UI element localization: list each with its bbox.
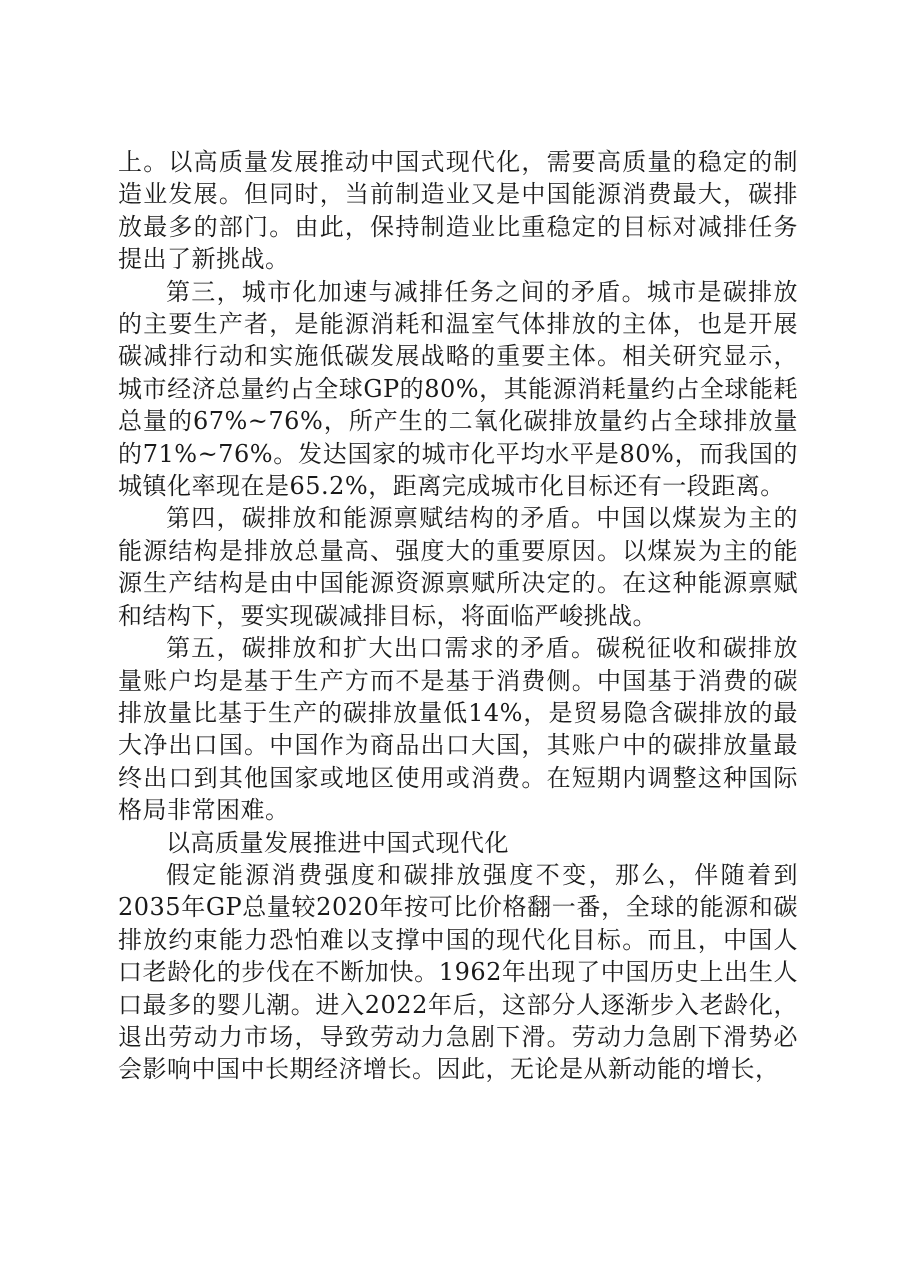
section-heading: 以高质量发展推进中国式现代化 bbox=[166, 828, 509, 857]
paragraph-continuation: 上。以高质量发展推动中国式现代化，需要高质量的稳定的制造业发展。但同时，当前制造业又是中国能源消费最大，碳排放最多的部门。由此，保持制造业比重稳定的目标对减排任务提出了新挑战。 bbox=[118, 148, 798, 274]
paragraph-after-heading: 假定能源消费强度和碳排放强度不变，那么，伴随着到2035年GP总量较2020年按可比价格翻一番，全球的能源和碳排放约束能力恐怕难以支撑中国的现代化目标。而且，中国人口老龄化的步伐在不断加快。1962年出现了中国历史上出生人口最多的婴儿潮。进入2022年后，这部分人逐渐步入老龄化，退出劳动力市场，导致劳动力急剧下滑。劳动力急剧下滑势必会影响中国中长期经济增长。因此，无论是从新动能的增长， bbox=[118, 860, 798, 1084]
document-body bbox=[118, 146, 798, 1086]
paragraph-fifth-point: 第五，碳排放和扩大出口需求的矛盾。碳税征收和碳排放量账户均是基于生产方而不是基于消费侧。中国基于消费的碳排放量比基于生产的碳排放量低14%，是贸易隐含碳排放的最大净出口国。中国作为商品出口大国，其账户中的碳排放量最终出口到其他国家或地区使用或消费。在短期内调整这种国际格局非常困难。 bbox=[118, 634, 798, 825]
paragraph-fourth-point: 第四，碳排放和能源禀赋结构的矛盾。中国以煤炭为主的能源结构是排放总量高、强度大的重要原因。以煤炭为主的能源生产结构是由中国能源资源禀赋所决定的。在这种能源禀赋和结构下，要实现碳减排目标，将面临严峻挑战。 bbox=[118, 504, 798, 630]
paragraph-third-point: 第三，城市化加速与减排任务之间的矛盾。城市是碳排放的主要生产者，是能源消耗和温室气体排放的主体，也是开展碳减排行动和实施低碳发展战略的重要主体。相关研究显示，城市经济总量约占全球GP的80%，其能源消耗量约占全球能耗总量的67%~76%，所产生的二氧化碳排放量约占全球排放量的71%~76%。发达国家的城市化平均水平是80%，而我国的城镇化率现在是65.2%，距离完成城市化目标还有一段距离。 bbox=[118, 277, 798, 501]
